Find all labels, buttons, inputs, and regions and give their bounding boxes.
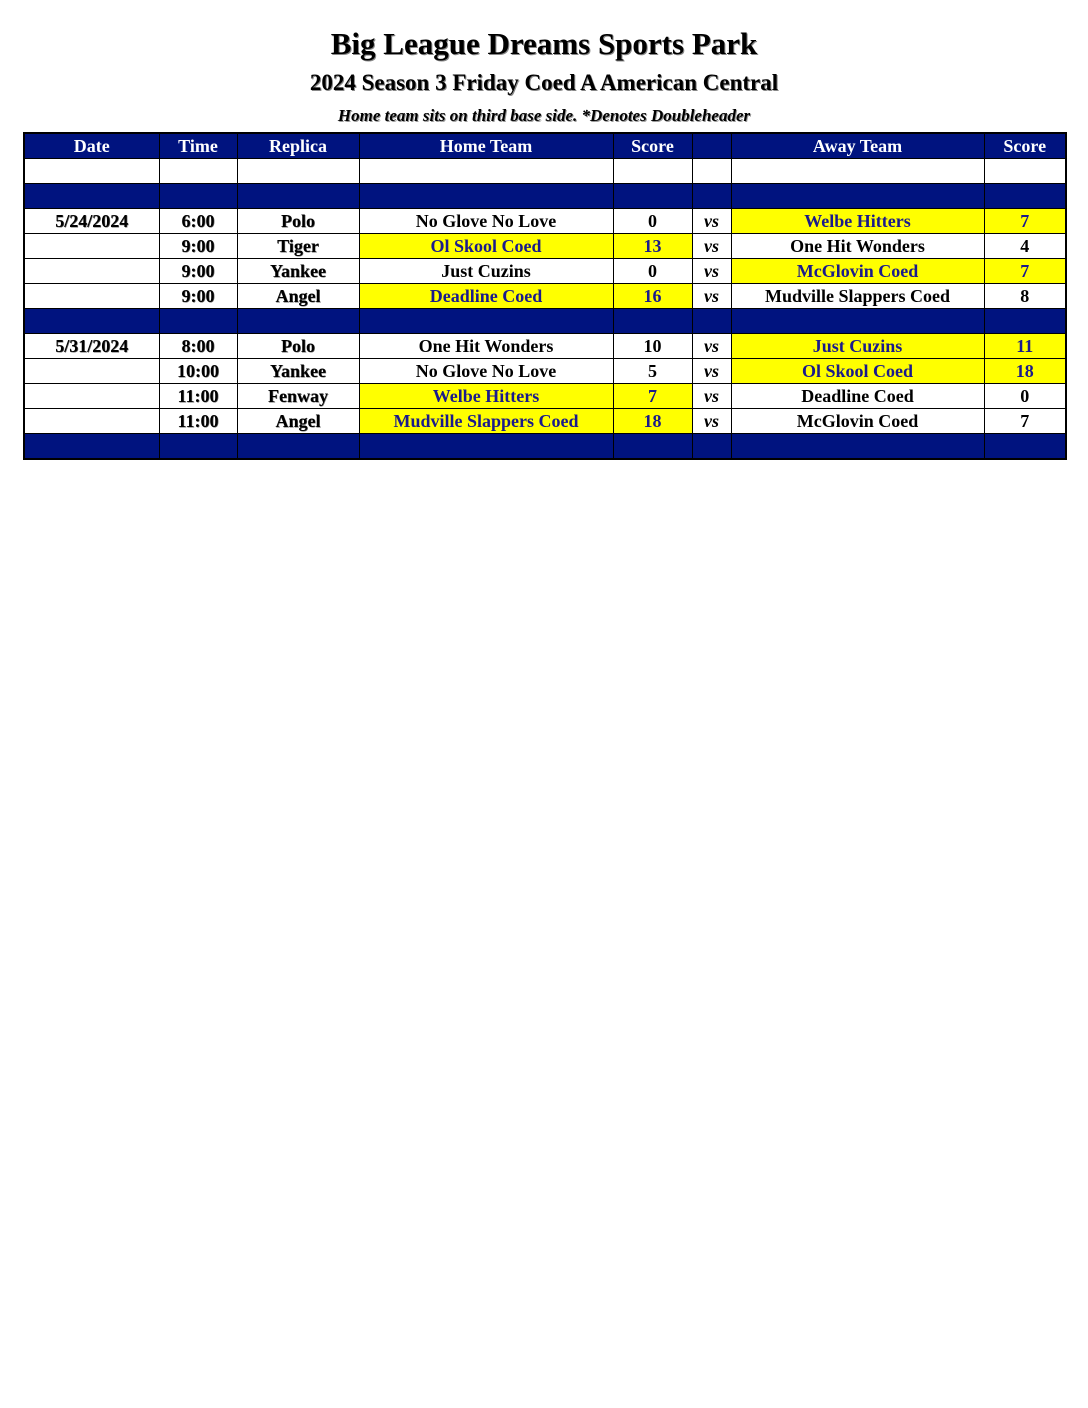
page-title: Big League Dreams Sports Park [330, 26, 758, 61]
home-score-cell: 18 [613, 409, 692, 434]
replica-cell: Yankee [237, 359, 359, 384]
col-date: Date [24, 133, 159, 159]
away-team-cell: Ol Skool Coed [731, 359, 984, 384]
home-team-cell: Just Cuzins [359, 259, 613, 284]
separator-band [24, 434, 1066, 460]
away-score-cell: 8 [984, 284, 1066, 309]
replica-cell: Yankee [237, 259, 359, 284]
home-score-cell: 5 [613, 359, 692, 384]
replica-cell: Polo [237, 209, 359, 234]
time-cell: 9:00 [159, 259, 237, 284]
date-cell [24, 409, 159, 434]
schedule-note: Home team sits on third base side. *Denotes Doubleheader [337, 106, 751, 125]
home-team-cell: Mudville Slappers Coed [359, 409, 613, 434]
time-cell: 11:00 [159, 409, 237, 434]
home-team-cell: Deadline Coed [359, 284, 613, 309]
table-row [24, 209, 1066, 234]
header-row [24, 133, 1066, 159]
away-score-cell: 7 [984, 259, 1066, 284]
time-cell: 9:00 [159, 234, 237, 259]
col-time: Time [159, 133, 237, 159]
away-team-cell: Deadline Coed [731, 384, 984, 409]
time-cell: 6:00 [159, 209, 237, 234]
separator-band [24, 184, 1066, 209]
date-cell [24, 259, 159, 284]
vs-cell: vs [692, 234, 731, 259]
away-score-cell: 7 [984, 409, 1066, 434]
time-cell: 8:00 [159, 334, 237, 359]
time-cell: 9:00 [159, 284, 237, 309]
date-cell [24, 284, 159, 309]
vs-cell: vs [692, 409, 731, 434]
home-team-cell: Ol Skool Coed [359, 234, 613, 259]
replica-cell: Tiger [237, 234, 359, 259]
table-row [24, 284, 1066, 309]
vs-cell: vs [692, 259, 731, 284]
vs-cell: vs [692, 359, 731, 384]
page-subtitle: 2024 Season 3 Friday Coed A American Central [309, 70, 779, 95]
away-team-cell: McGlovin Coed [731, 259, 984, 284]
home-team-cell: No Glove No Love [359, 359, 613, 384]
date-cell: 5/31/2024 [24, 334, 159, 359]
home-team-cell: Welbe Hitters [359, 384, 613, 409]
vs-cell: vs [692, 384, 731, 409]
vs-cell: vs [692, 334, 731, 359]
col-replica: Replica [237, 133, 359, 159]
home-score-cell: 16 [613, 284, 692, 309]
date-cell [24, 359, 159, 384]
separator-band [24, 309, 1066, 334]
col-away-team: Away Team [731, 133, 984, 159]
time-cell: 10:00 [159, 359, 237, 384]
replica-cell: Angel [237, 284, 359, 309]
home-score-cell: 10 [613, 334, 692, 359]
date-cell: 5/24/2024 [24, 209, 159, 234]
home-team-cell: One Hit Wonders [359, 334, 613, 359]
table-row [24, 359, 1066, 384]
away-score-cell: 18 [984, 359, 1066, 384]
away-team-cell: Mudville Slappers Coed [731, 284, 984, 309]
date-cell [24, 384, 159, 409]
home-score-cell: 0 [613, 259, 692, 284]
away-score-cell: 11 [984, 334, 1066, 359]
col-vs [692, 133, 731, 159]
table-row [24, 334, 1066, 359]
table-row [24, 234, 1066, 259]
away-score-cell: 7 [984, 209, 1066, 234]
date-cell [24, 234, 159, 259]
col-away-score: Score [984, 133, 1066, 159]
home-score-cell: 0 [613, 209, 692, 234]
time-cell: 11:00 [159, 384, 237, 409]
home-score-cell: 13 [613, 234, 692, 259]
col-home-score: Score [613, 133, 692, 159]
replica-cell: Angel [237, 409, 359, 434]
blank-row [24, 159, 1066, 184]
vs-cell: vs [692, 209, 731, 234]
away-team-cell: McGlovin Coed [731, 409, 984, 434]
vs-cell: vs [692, 284, 731, 309]
table-row [24, 384, 1066, 409]
home-score-cell: 7 [613, 384, 692, 409]
away-team-cell: Welbe Hitters [731, 209, 984, 234]
home-team-cell: No Glove No Love [359, 209, 613, 234]
replica-cell: Polo [237, 334, 359, 359]
table-row [24, 409, 1066, 434]
away-score-cell: 0 [984, 384, 1066, 409]
away-team-cell: Just Cuzins [731, 334, 984, 359]
schedule-table [23, 132, 1067, 460]
replica-cell: Fenway [237, 384, 359, 409]
table-row [24, 259, 1066, 284]
away-score-cell: 4 [984, 234, 1066, 259]
col-home-team: Home Team [359, 133, 613, 159]
away-team-cell: One Hit Wonders [731, 234, 984, 259]
